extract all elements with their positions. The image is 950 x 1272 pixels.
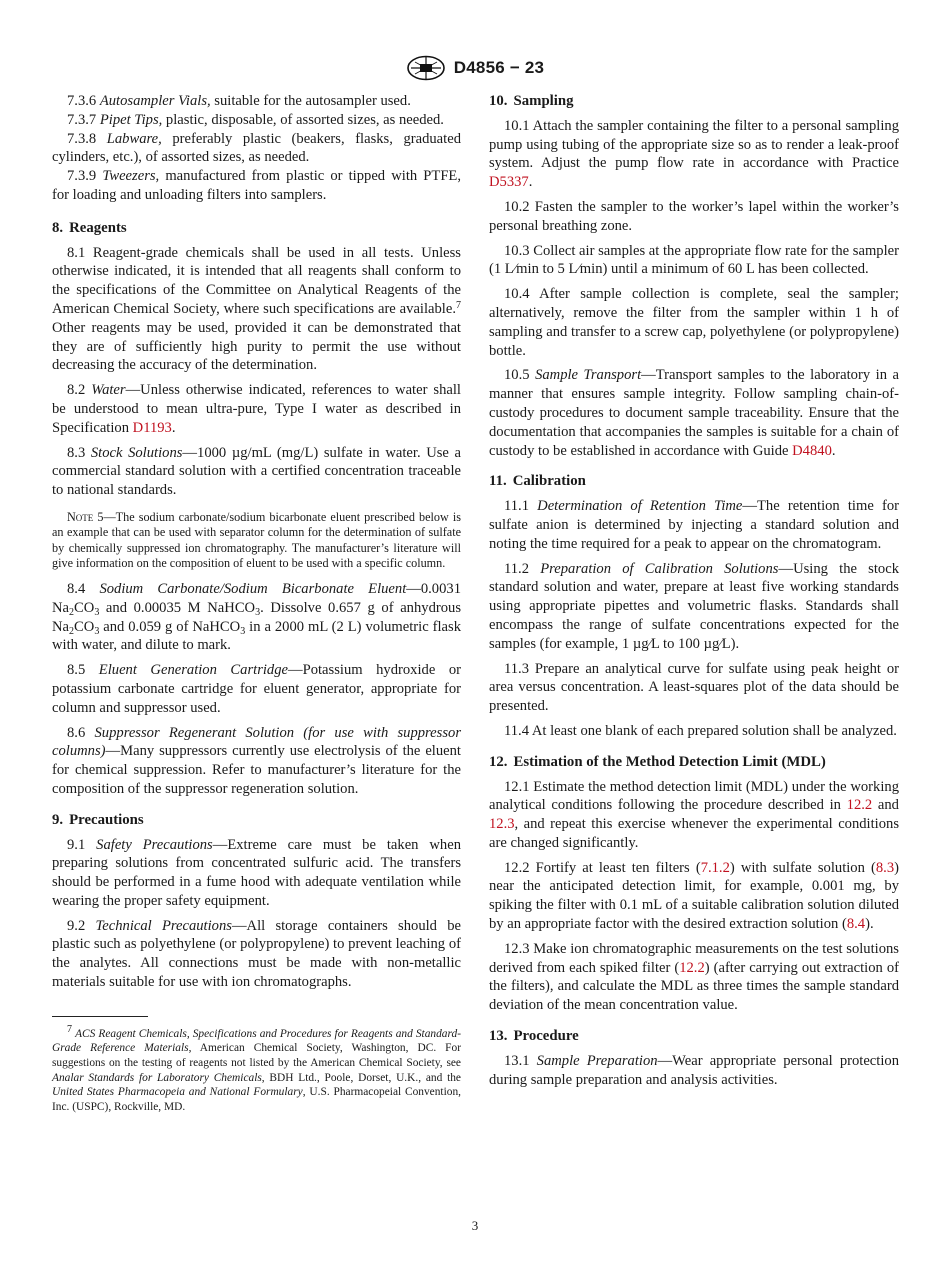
section-heading-11: 11. Calibration: [489, 473, 586, 490]
ref-link-d1193[interactable]: D1193: [132, 419, 172, 436]
section-heading-8: 8. Reagents: [52, 219, 127, 236]
para-12-1: 12.1 Estimate the method detection limit (MDL) under the working analytical conditions following the procedure described in 12.2 and 12.3, and repeat this exercise whenever the experimental conditions are changed significantly.: [489, 778, 899, 851]
para-7-3-8: 7.3.8 Labware, preferably plastic (beakers, flasks, graduated cylinders, etc.), of assorted sizes, as needed.: [52, 130, 461, 166]
page-header: [0, 55, 950, 83]
ref-link-d4840[interactable]: D4840: [792, 442, 832, 459]
para-11-1: 11.1 Determination of Retention Time—The retention time for sulfate anion is determined by injecting a standard solution and noting the time required for a peak to appear on the chromatogram.: [489, 498, 899, 552]
section-heading-9: 9. Precautions: [52, 811, 144, 828]
para-10-3: 10.3 Collect air samples at the appropriate flow rate for the sampler (1 L⁄min to 5 L⁄min) until a minimum of 60 L has been collected.: [489, 242, 899, 278]
para-7-3-7: 7.3.7 Pipet Tips, plastic, disposable, of assorted sizes, as needed.: [67, 111, 444, 128]
section-heading-12: 12. Estimation of the Method Detection Limit (MDL): [489, 753, 826, 770]
para-11-4: 11.4 At least one blank of each prepared solution shall be analyzed.: [504, 722, 897, 739]
ref-link-12-3[interactable]: 12.3: [489, 816, 515, 833]
ref-link-7-1-2[interactable]: 7.1.2: [700, 859, 730, 876]
section-heading-13: 13. Procedure: [489, 1028, 579, 1045]
para-12-2: 12.2 Fortify at least ten filters (7.1.2) with sulfate solution (8.3) near the anticipated detection limit, for example, 0.001 mg, by spiking the filter with 0.1 mL of a suitable calibration solution diluted by an appropriate factor with the desired extraction solution (8.4).: [489, 859, 899, 933]
para-10-1: 10.1 Attach the sampler containing the filter to a personal sampling pump using tubing of the appropriate size so as to render a leak-proof system. Adjust the pump flow rate in accordance with Practice D5337.: [489, 117, 899, 191]
astm-logo-icon: [406, 55, 446, 81]
para-11-3: 11.3 Prepare an analytical curve for sulfate using peak height or area versus concentration. A least-squares plot of the data should be presented.: [489, 660, 899, 715]
para-8-2: 8.2 Water—Unless otherwise indicated, references to water shall be understood to mean ultra-pure, Type I water as described in Specification D1193.: [52, 382, 461, 436]
para-8-4: 8.4 Sodium Carbonate/Sodium Bicarbonate Eluent—0.0031 $Na_2CO_3$ and 0.00035 M NaHCO$_3$. Dissolve 0.657 g of anhydrous $Na_2CO_3$ and 0.059 g of NaHCO$_3$ in a 2000 mL (2 L) volumetric flask with water, and dilute to mark.: [52, 580, 462, 654]
page-number: 3: [471, 1218, 479, 1233]
para-13-1: 13.1 Sample Preparation—Wear appropriate personal protection during sample preparation and analysis activities.: [489, 1052, 899, 1088]
para-10-5: 10.5 Sample Transport—Transport samples to the laboratory in a manner that ensures sample integrity. Follow sampling chain-of-custody procedures to document sample traceability. Ensure that the documentation that accompanies the samples is suitable for a chain of custody to be established in accordance with Guide D4840.: [489, 367, 899, 459]
footnote-ref-7[interactable]: 7: [456, 299, 461, 311]
para-8-3: 8.3 Stock Solutions—1000 µg/mL (mg/L) sulfate in water. Use a commercial standard solution with a certified concentration traceable to national standards.: [52, 444, 461, 499]
right-column: [489, 92, 899, 1095]
left-column: [52, 92, 461, 1114]
footnote-7: $^7$ ACS Reagent Chemicals, Specifications and Procedures for Reagents and Standard-Grade Reference Materials, American Chemical Society, Washington, DC. For suggestions on the testing of reagents not listed by the American Chemical Society, see Analar Standards for Laboratory Chemicals, BDH Ltd., Poole, Dorset, U.K., and the United States Pharmacopeia and National Formulary, U.S. Pharmacopeial Convention, Inc. (USPC), Rockville, MD.: [52, 1023, 462, 1113]
ref-link-8-4[interactable]: 8.4: [846, 916, 866, 933]
para-8-1: 8.1 Reagent-grade chemicals shall be used in all tests. Unless otherwise indicated, it is intended that all reagents shall conform to the specifications of the Committee on Analytical Reagents of the American Chemical Society, where such specifications are available.$^7$ Other reagents may be used, provided it can be demonstrated that they are of sufficiently high purity to permit the use without decreasing the accuracy of the determination.: [52, 244, 461, 374]
note-5: Note 5—The sodium carbonate/sodium bicarbonate eluent prescribed below is an example that can be used with separator column for the determination of sulfate by chemically suppressed ion chromatography. The manufacturer’s literature will give information on the composition of eluent to be used with a specific column.: [52, 509, 462, 571]
para-8-6: 8.6 Suppressor Regenerant Solution (for use with suppressor columns)—Many suppressors currently use electrolysis of the eluent for chemical suppression. Refer to manufacturer’s literature for the composition of the suppressor regeneration solution.: [52, 724, 461, 797]
para-9-2: 9.2 Technical Precautions—All storage containers should be plastic such as polyethylene (or polypropylene) to prevent leaching of the analytes. All connections must be made with non-metallic materials suitable for use with ion chromatographs.: [52, 917, 461, 991]
para-12-3: 12.3 Make ion chromatographic measurements on the test solutions derived from each spiked filter (12.2) (after carrying out extraction of the filters), and calculate the MDL as three times the sample standard deviation of the mean concentration value.: [489, 940, 899, 1014]
section-heading-10: 10. Sampling: [489, 93, 574, 109]
ref-link-d5337[interactable]: D5337: [489, 174, 529, 191]
ref-link-12-2[interactable]: 12.2: [846, 797, 873, 814]
para-11-2: 11.2 Preparation of Calibration Solutions—Using the stock standard solution and water, prepare at least five working standards using appropriate pipettes and volumetric flasks. Standards shall encompass the range of sulfate concentrations expected for the samples (for example, 1 µg⁄L to 100 µg⁄L).: [489, 560, 899, 652]
para-8-5: 8.5 Eluent Generation Cartridge—Potassium hydroxide or potassium carbonate cartridge for eluent generator, appropriate for column and suppressor used.: [52, 662, 461, 716]
para-7-3-9: 7.3.9 Tweezers, manufactured from plastic or tipped with PTFE, for loading and unloading filters into samplers.: [52, 168, 461, 203]
standard-designation: D4856 − 23: [453, 58, 545, 77]
ref-link-12-2[interactable]: 12.2: [679, 959, 705, 976]
footnote-divider: [52, 1016, 148, 1017]
para-10-4: 10.4 After sample collection is complete, seal the sampler; alternatively, remove the filter from the sampler within 1 h of sampling and transfer to a screw cap, polyethylene (or polypropylene) bottle.: [489, 286, 899, 359]
para-9-1: 9.1 Safety Precautions—Extreme care must be taken when preparing solutions from concentrated sulfuric acid. The transfers should be performed in a fume hood with adequate ventilation while wearing the proper safety equipment.: [52, 836, 461, 909]
ref-link-8-3[interactable]: 8.3: [875, 859, 895, 876]
para-10-2: 10.2 Fasten the sampler to the worker’s lapel within the worker’s personal breathing zone.: [489, 198, 899, 234]
para-7-3-6: 7.3.6 Autosampler Vials, suitable for the autosampler used.: [67, 93, 411, 109]
